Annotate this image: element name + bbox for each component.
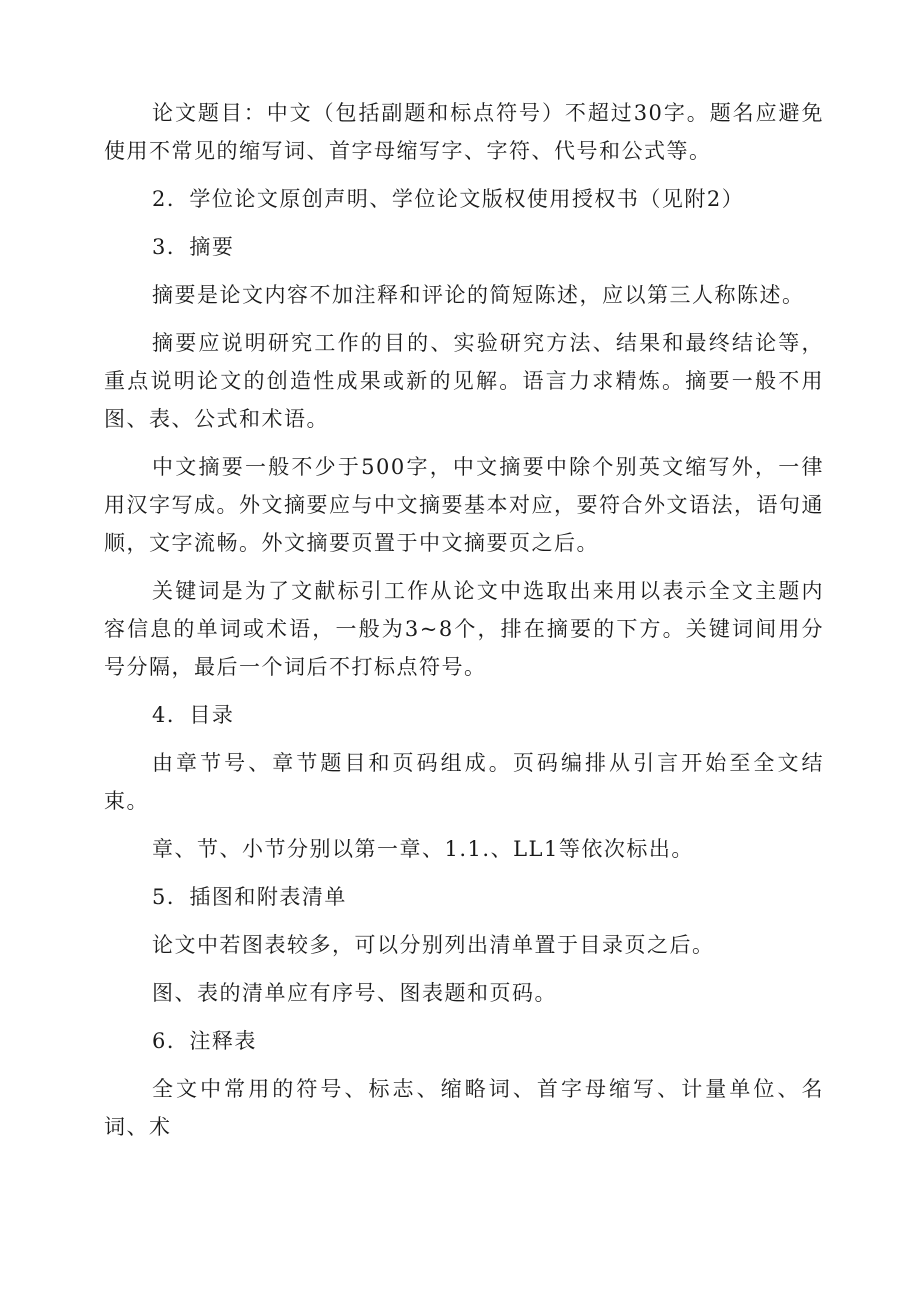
paragraph-abstract-length: 中文摘要一般不少于500字，中文摘要中除个别英文缩写外，一律用汉字写成。外文摘要应与中文摘要基本对应，要符合外文语法，语句通顺，文字流畅。外文摘要页置于中文摘要页之后。 [104,455,824,555]
paragraph-thesis-title-rule: 论文题目：中文（包括副题和标点符号）不超过30字。题名应避免使用不常见的缩写词、首字母缩写字、字符、代号和公式等。 [104,101,824,163]
heading-originality-statement: 2．学位论文原创声明、学位论文版权使用授权书（见附2） [152,187,745,211]
heading-table-of-contents: 4．目录 [152,703,235,727]
heading-notation-table: 6．注释表 [152,1029,257,1053]
paragraph-notation-content: 全文中常用的符号、标志、缩略词、首字母缩写、计量单位、名词、术 [104,1077,824,1139]
paragraph-figures-list-placement: 论文中若图表较多，可以分别列出清单置于目录页之后。 [152,933,715,957]
paragraph-abstract-content: 摘要应说明研究工作的目的、实验研究方法、结果和最终结论等，重点说明论文的创造性成果或新的见解。语言力求精炼。摘要一般不用图、表、公式和术语。 [104,331,824,431]
document-body [104,94,824,1156]
paragraph-figures-list-content: 图、表的清单应有序号、图表题和页码。 [152,981,557,1005]
heading-figures-tables-list: 5．插图和附表清单 [152,885,347,909]
paragraph-toc-composition: 由章节号、章节题目和页码组成。页码编排从引言开始至全文结束。 [104,751,824,813]
paragraph-abstract-definition: 摘要是论文内容不加注释和评论的简短陈述，应以第三人称陈述。 [152,283,805,307]
paragraph-toc-numbering: 章、节、小节分别以第一章、1.1.、LL1等依次标出。 [152,837,694,861]
paragraph-keywords: 关键词是为了文献标引工作从论文中选取出来用以表示全文主题内容信息的单词或术语，一般为3~8个，排在摘要的下方。关键词间用分号分隔，最后一个词后不打标点符号。 [104,579,824,679]
heading-abstract: 3．摘要 [152,235,235,259]
